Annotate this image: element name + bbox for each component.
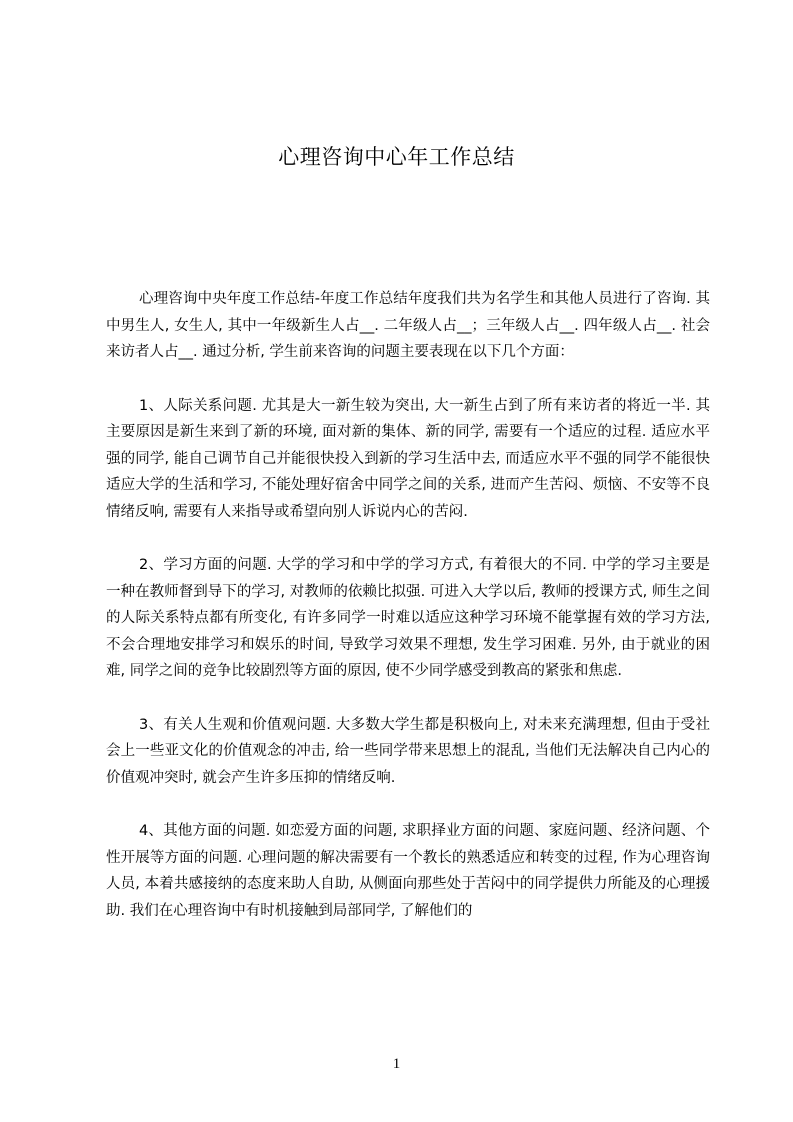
paragraph-values: 3、有关人生观和价值观问题. 大多数大学生都是积极向上, 对未来充满理想, 但由于受社会上一些亚文化的价值观念的冲击, 给一些同学带来思想上的混乱, 当他们无法解决自己内心的价值观冲突时, 就会产生许多压抑的情绪反响. [106, 716, 710, 786]
paragraph-intro: 心理咨询中央年度工作总结-年度工作总结年度我们共为名学生和其他人员进行了咨询. 其中男生人, 女生人, 其中一年级新生人占__. 二年级人占__；三年级人占__. 四年级人占__. 社会来访者人占__. 通过分析, 学生前来咨询的问题主要表现在以下几个方面： [106, 291, 710, 360]
page-number: 1 [392, 1056, 401, 1072]
document-body [106, 286, 710, 951]
document-title: 心理咨询中心年工作总结 [278, 145, 515, 169]
paragraph-study: 2、学习方面的问题. 大学的学习和中学的学习方式, 有着很大的不同. 中学的学习主要是一种在教师督到导下的学习, 对教师的依赖比拟强. 可进入大学以后, 教师的授课方式, 师生之间的人际关系特点都有所变化, 有许多同学一时难以适应这种学习环境不能掌握有效的学习方法, 不会合理地安排学习和娱乐的时间, 导致学习效果不理想, 发生学习困难. 另外, 由于就业的困难, 同学之间的竞争比较剧烈等方面的原因, 使不少同学感受到教高的紧张和焦虑. [106, 557, 710, 679]
paragraph-other: 4、其他方面的问题. 如恋爱方面的问题, 求职择业方面的问题、家庭问题、经济问题、个性开展等方面的问题. 心理问题的解决需要有一个教长的熟悉适应和转变的过程, 作为心理咨询人员, 本着共感接纳的态度来助人自助, 从侧面向那些处于苦闷中的同学提供力所能及的心理援助. 我们在心理咨询中有时机接触到局部同学, 了解他们的 [106, 823, 710, 919]
paragraph-interpersonal: 1、人际关系问题. 尤其是大一新生较为突出, 大一新生占到了所有来访者的将近一半. 其主要原因是新生来到了新的环境, 面对新的集体、新的同学, 需要有一个适应的过程. 适应水平强的同学, 能自己调节自己并能很快投入到新的学习生活中去, 而适应水平不强的同学不能很快适应大学的生活和学习, 不能处理好宿舍中同学之间的关系, 进而产生苦闷、烦恼、不安等不良情绪反响, 需要有人来指导或希望向别人诉说内心的苦闷. [106, 397, 710, 520]
